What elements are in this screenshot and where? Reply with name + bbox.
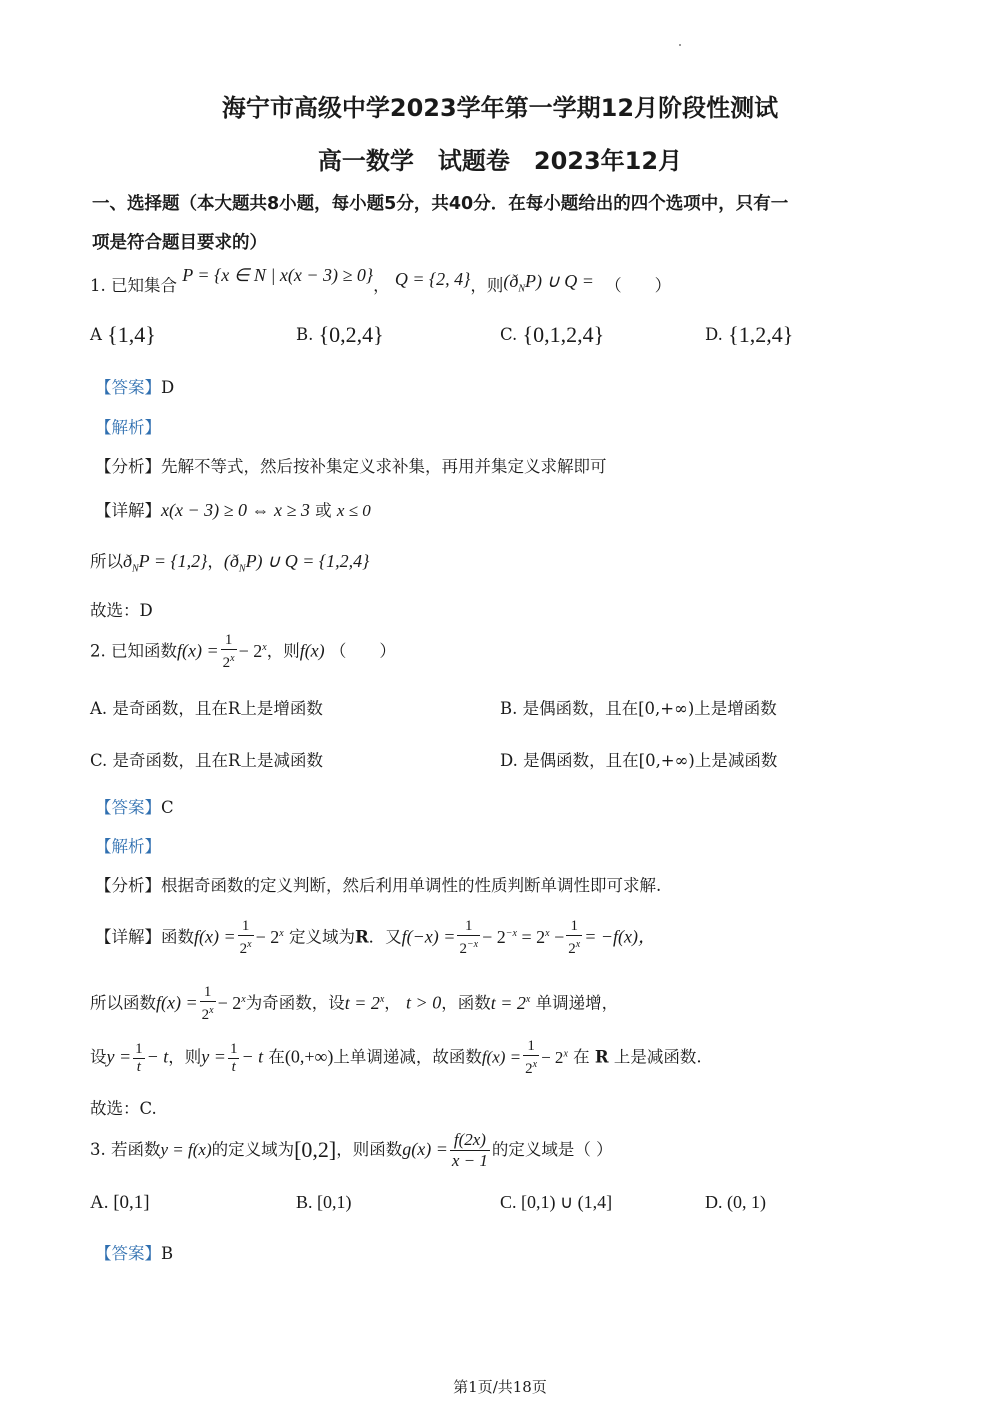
q1-xiangjie: 【详解】x(x − 3) ≥ 0 ⇔ x ≥ 3 或 x ≤ 0 (95, 500, 371, 520)
page-subtitle: 高一数学 试题卷 2023年12月 (317, 147, 683, 175)
page-footer: 第1页/共18页 (453, 1378, 547, 1396)
q2-fenxi: 【分析】根据奇函数的定义判断，然后利用单调性的性质判断单调性即可求解. (95, 876, 662, 895)
q2-minus-term: − $2^x$ (238, 640, 267, 661)
q1-set-q: Q = {2, 4} (394, 269, 471, 289)
q1-set-p: P = {x ∈ N | x(x − 3) ≥ 0} (182, 265, 374, 285)
q2-paren: （ ） (329, 641, 396, 661)
q1-fenxi: 【分析】先解不等式，然后按补集定义求补集，再用并集定义求解即可 (95, 457, 607, 476)
q1-option-d: D. {1,2,4} (705, 322, 794, 347)
q2-prefix: 2. 已知函数 (90, 641, 177, 661)
q1-then: ，则 (470, 276, 504, 295)
q1-answer: 【答案】D (95, 378, 175, 397)
q2-detail-line1: 【详解】函数f(x) = $\frac{1}{2^x}$ − $2^x$ 定义域为R．又f(−x) = $\frac{1}{2^{-x}}$ − $2^{-x} = 2^x$ − $\frac{1}{2^x}$ = −f(x)， (95, 918, 656, 957)
q1-prefix: 1. 已知集合 (90, 276, 177, 295)
q1-jiexi: 【解析】 (95, 418, 161, 437)
q3-option-c: C. [0,1) ∪ (1,4] (500, 1192, 613, 1212)
q1-expr: $(ð_NP)$ ∪ Q = (503, 271, 594, 295)
q1-option-c: C. {0,1,2,4} (500, 322, 605, 347)
page-title: 海宁市高级中学2023学年第一学期12月阶段性测试 (221, 94, 779, 122)
q1-stem (90, 265, 672, 299)
q3-option-d: D. (0, 1) (705, 1192, 766, 1212)
q2-fx2: f(x) (299, 640, 325, 661)
q1-solution-line: 所以$ð_NP = \{1,2\}$，$(ð_NP)$ ∪ Q = {1,2,4} (90, 551, 370, 575)
q3-option-b: B. [0,1) (296, 1192, 352, 1212)
q1-guxuan: 故选：D (90, 601, 153, 620)
q2-option-c: C. 是奇函数，且在R上是减函数 (90, 751, 323, 770)
q1-option-a: A {1,4} (90, 322, 156, 347)
q3-fraction: $\frac{f(2x)}{x - 1}$ (451, 1130, 488, 1170)
q1-comma: ， (373, 276, 390, 295)
q2-option-d: D. 是偶函数，且在[0,+∞)上是减函数 (500, 751, 778, 770)
scan-dot (679, 44, 681, 46)
q2-detail-line3: 设y = $\frac{1}{t}$ − t，则y = $\frac{1}{t}$ − t 在(0,+∞)上单调递减，故函数f(x) = $\frac{1}{2^x}$ − $2^x$ 在 R 上是减函数. (90, 1038, 702, 1077)
q2-then: ，则 (266, 641, 300, 661)
section-heading-line1: 一、选择题（本大题共8小题，每小题5分，共40分．在每小题给出的四个选项中，只有一 (92, 194, 789, 214)
q3-answer: 【答案】B (95, 1244, 174, 1263)
q2-jiexi: 【解析】 (95, 837, 161, 856)
q2-fraction: $\frac{1}{2^x}$ (222, 632, 235, 671)
q3-stem: 3. 若函数y = f(x)的定义域为[0,2]，则函数g(x) = $\frac{f(2x)}{x - 1}$ 的定义域是（ ） (90, 1130, 613, 1170)
q2-guxuan: 故选：C. (90, 1099, 157, 1118)
q2-fx: f(x) = (177, 640, 219, 661)
q2-stem (90, 632, 396, 672)
section-heading-line2: 项是符合题目要求的） (92, 233, 267, 253)
q2-option-a: A. 是奇函数，且在R上是增函数 (90, 699, 323, 718)
q2-option-b: B. 是偶函数，且在[0,+∞)上是增函数 (500, 699, 777, 718)
q3-option-a: A. [0,1] (90, 1192, 150, 1213)
q1-paren: （ ） (605, 276, 672, 295)
q1-option-b: B. {0,2,4} (296, 322, 384, 347)
q2-answer: 【答案】C (95, 798, 174, 817)
q2-detail-line2: 所以函数f(x) = $\frac{1}{2^x}$ − $2^x$为奇函数，设$t = 2^x$， t > 0，函数$t = 2^x$ 单调递增， (90, 984, 619, 1023)
